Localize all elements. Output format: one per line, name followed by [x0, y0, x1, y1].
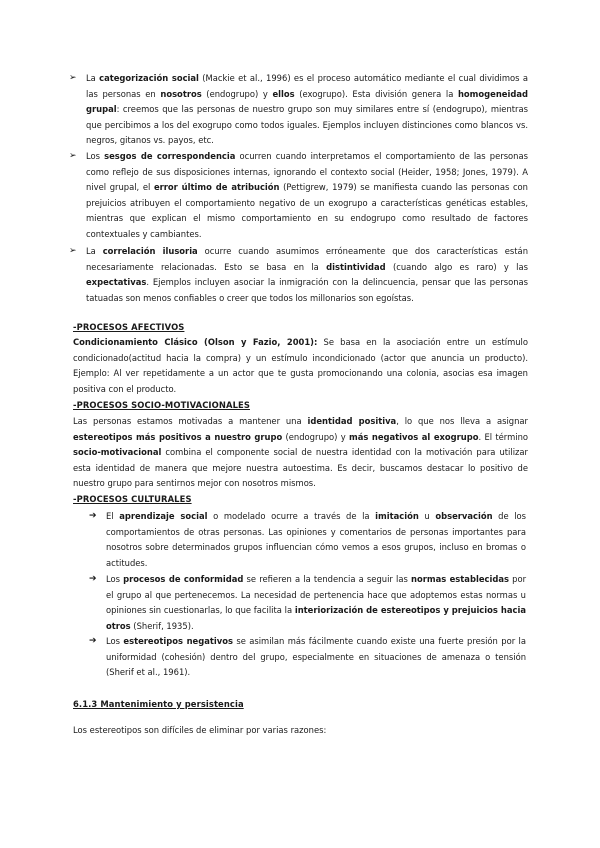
text-run: se asimilan más fácilmente cuando existe una fuerte presión por la uniformidad (cohesión) dentro del grupo, especialmente en situaciones de amenaza o tensión (Sherif et al., 1961).	[106, 636, 526, 678]
text-run: . El término	[478, 431, 528, 442]
paragraph-section-intro: Los estereotipos son difíciles de eliminar por varias razones:	[73, 725, 327, 735]
arrow-text	[106, 634, 526, 681]
bold-text: identidad positiva	[307, 416, 397, 426]
arrow-item-aprendizaje	[89, 509, 527, 571]
bold-text: estereotipos negativos	[123, 636, 233, 646]
text-run: Se basa en la asociación entre un estímulo condicionado(actitud hacia la compra) y un estímulo incondicionado (actor que anuncia un producto). Ejemplo: Al ver repetidamente a un actor que te gusta promocionando una colonia, asocias esa imagen positiva con el producto.	[73, 337, 528, 394]
text-run: (Sherif, 1935).	[130, 620, 194, 631]
bold-text: normas establecidas	[411, 574, 509, 584]
text-run: ocurren cuando interpretamos el comportamiento de las personas como reflejo de sus disposiciones internas, ignorando el contexto social (Heider, 1958; Jones, 1979). A nivel grupal, el	[86, 151, 528, 193]
bullet-item-correlacion	[69, 244, 529, 306]
bold-text: distintividad	[326, 261, 386, 272]
text-run: (exogrupo). Esta división genera la	[294, 88, 458, 99]
text-run: ocurre cuando asumimos erróneamente que dos características están necesariamente relacionadas. Esto se basa en la	[86, 246, 528, 272]
bold-text: ellos	[272, 88, 295, 99]
section-heading-text: 6.1.3 Mantenimiento y persistencia	[73, 699, 244, 709]
bold-text: socio-motivacional	[73, 447, 162, 458]
text-run: , lo que nos lleva a asignar	[396, 416, 528, 426]
text-run: por el grupo al que pertenecemos. La necesidad de pertenencia hace que adoptemos estas normas u opiniones sin cuestionarlas, lo que facilita la	[106, 574, 527, 616]
bullet-item-categorizacion	[69, 71, 528, 149]
text-run: : creemos que las personas de nuestro grupo son muy similares entre sí (endogrupo), mientras que percibimos a los del exogrupo como todos iguales. Ejemplos incluyen distinciones como blancos vs. negros, gitanos vs. payos, etc.	[86, 104, 528, 146]
bold-text: interiorización de estereotipos y prejuicios hacia otros	[106, 605, 526, 631]
bold-text: imitación	[375, 511, 419, 521]
heading-procesos-culturales: -PROCESOS CULTURALES	[73, 494, 192, 504]
text-run: La	[86, 246, 103, 256]
bullet-marker-icon: ➢	[69, 151, 77, 161]
arrow-item-estereotipos	[89, 634, 526, 681]
bold-text: correlación ilusoria	[102, 246, 198, 256]
bold-text: observación	[435, 511, 493, 521]
arrow-marker-icon: ➔	[89, 636, 97, 646]
bullet-item-sesgos	[69, 149, 528, 243]
text-run: . Ejemplos incluyen asociar la inmigración con la delincuencia, pensar que las personas tatuadas son menos confiables o creer que todos los millonarios son egoístas.	[86, 277, 528, 303]
bold-text: más negativos al exogrupo	[348, 431, 479, 442]
text-run: Las personas estamos motivadas a mantener una	[73, 416, 308, 426]
text-run: se refieren a la tendencia a seguir las	[243, 574, 411, 584]
bold-text: procesos de conformidad	[123, 574, 244, 584]
text-run: Los	[106, 636, 124, 646]
paragraph-socio-motivacionales	[73, 414, 528, 492]
bold-text: nosotros	[160, 88, 202, 99]
text-run: combina el componente social de nuestra identidad con la motivación para utilizar esta identidad de manera que mejore nuestra autoestima. Es decir, buscamos destacar lo positivo de nuestro grupo para sentirnos mejor con nosotros mismos.	[73, 447, 528, 489]
text-run: El	[106, 511, 120, 521]
bullet-text	[86, 149, 528, 243]
bold-text: aprendizaje social	[119, 511, 208, 521]
bold-text: error último de atribución	[153, 182, 280, 193]
bold-text: Condicionamiento Clásico (Olson y Fazio, 2001):	[73, 337, 318, 347]
bullet-text	[86, 244, 528, 306]
text-run: (Pettigrew, 1979) se manifiesta cuando las personas con prejuicios atribuyen el comportamiento negativo de un exogrupo a características genéticas estables, mientras que explican el mismo comportamiento en su endogrupo como resultado de factores contextuales y cambiantes.	[86, 182, 528, 239]
arrow-text	[106, 509, 526, 571]
bold-text: estereotipos más positivos a nuestro grupo	[73, 431, 283, 442]
text-run: (endogrupo) y	[282, 431, 349, 442]
heading-procesos-socio-motivacionales: -PROCESOS SOCIO-MOTIVACIONALES	[73, 400, 250, 410]
text-run: Los	[106, 574, 124, 584]
bold-text: categorización social	[99, 73, 199, 83]
paragraph-afectivos	[73, 335, 528, 397]
text-run: Los	[86, 151, 105, 161]
arrow-text	[106, 572, 526, 634]
bold-text: sesgos de correspondencia	[104, 151, 236, 161]
arrow-marker-icon: ➔	[89, 511, 97, 521]
bullet-text	[86, 71, 528, 149]
bullet-marker-icon: ➢	[69, 73, 77, 83]
bullet-marker-icon: ➢	[69, 246, 77, 256]
bold-text: homogeneidad grupal	[86, 88, 528, 115]
text-run: (endogrupo) y	[201, 88, 273, 99]
bold-text: expectativas	[86, 277, 147, 288]
section-heading-mantenimiento	[73, 697, 244, 713]
text-run: de los comportamientos de otras personas. Las opiniones y comentarios de personas importantes para nosotros sobre determinados grupos influencian cómo vemos a esos grupos, incluso en bromas o actitudes.	[106, 511, 527, 568]
arrow-item-conformidad	[89, 572, 527, 634]
text-run: u	[418, 511, 436, 521]
heading-procesos-afectivos: -PROCESOS AFECTIVOS	[73, 322, 185, 332]
text-run: (Mackie et al., 1996) es el proceso automático mediante el cual dividimos a las personas en	[86, 73, 528, 99]
text-run: o modelado ocurre a través de la	[207, 511, 376, 521]
arrow-marker-icon: ➔	[89, 574, 97, 584]
text-run: La	[86, 73, 100, 83]
text-run: (cuando algo es raro) y las	[385, 261, 529, 272]
